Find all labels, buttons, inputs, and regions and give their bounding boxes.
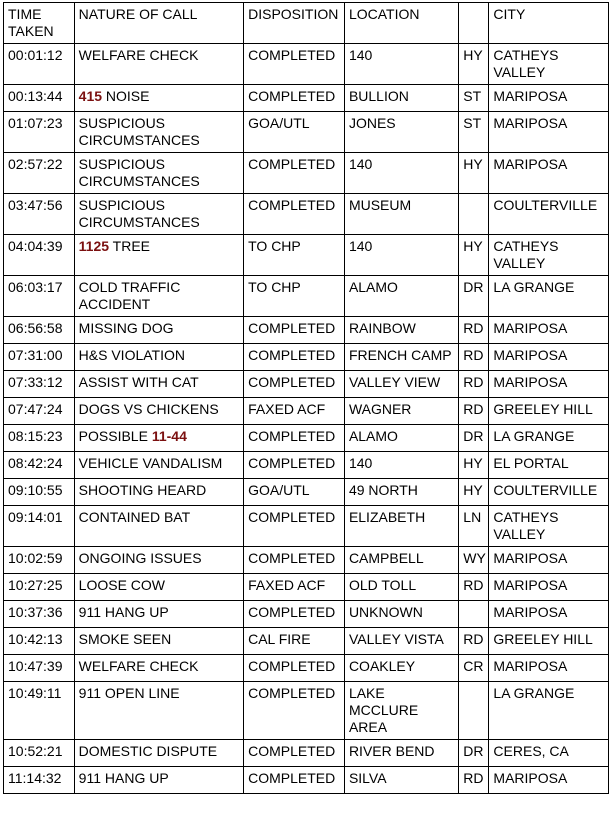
nature-text: SUSPICIOUS CIRCUMSTANCES: [78, 156, 200, 189]
street-suffix-cell: DR: [459, 276, 489, 317]
disposition-cell: COMPLETED: [244, 601, 345, 628]
street-suffix-cell: CR: [459, 655, 489, 682]
header-location: LOCATION: [344, 3, 458, 44]
nature-cell: [74, 371, 243, 398]
table-row: [4, 452, 609, 479]
nature-cell: [74, 655, 243, 682]
time-cell: 04:04:39: [4, 235, 75, 276]
location-cell: UNKNOWN: [344, 601, 458, 628]
location-cell: 140: [344, 235, 458, 276]
location-cell: MUSEUM: [344, 194, 458, 235]
time-cell: 10:27:25: [4, 574, 75, 601]
city-cell: MARIPOSA: [489, 344, 609, 371]
table-row: [4, 601, 609, 628]
header-suffix: [459, 3, 489, 44]
disposition-cell: COMPLETED: [244, 425, 345, 452]
city-cell: EL PORTAL: [489, 452, 609, 479]
street-suffix-cell: [459, 601, 489, 628]
disposition-cell: COMPLETED: [244, 194, 345, 235]
street-suffix-cell: ST: [459, 112, 489, 153]
city-cell: MARIPOSA: [489, 112, 609, 153]
city-cell: MARIPOSA: [489, 574, 609, 601]
city-cell: CATHEYS VALLEY: [489, 506, 609, 547]
nature-cell: [74, 506, 243, 547]
city-cell: CATHEYS VALLEY: [489, 44, 609, 85]
location-cell: 49 NORTH: [344, 479, 458, 506]
nature-text: SHOOTING HEARD: [78, 482, 207, 498]
nature-cell: [74, 740, 243, 767]
table-row: [4, 85, 609, 112]
street-suffix-cell: [459, 194, 489, 235]
table-row: [4, 740, 609, 767]
nature-cell: [74, 317, 243, 344]
call-code: 11-44: [151, 428, 187, 444]
location-cell: JONES: [344, 112, 458, 153]
nature-text: NOISE: [102, 88, 150, 104]
location-cell: WAGNER: [344, 398, 458, 425]
table-row: [4, 628, 609, 655]
nature-text: WELFARE CHECK: [78, 47, 199, 63]
street-suffix-cell: HY: [459, 452, 489, 479]
disposition-cell: COMPLETED: [244, 767, 345, 794]
disposition-cell: COMPLETED: [244, 85, 345, 112]
location-cell: BULLION: [344, 85, 458, 112]
call-log-body: [4, 44, 609, 794]
street-suffix-cell: WY: [459, 547, 489, 574]
city-cell: CERES, CA: [489, 740, 609, 767]
location-cell: RIVER BEND: [344, 740, 458, 767]
table-row: [4, 547, 609, 574]
header-nature: NATURE OF CALL: [74, 3, 243, 44]
street-suffix-cell: RD: [459, 574, 489, 601]
nature-text: CONTAINED BAT: [78, 509, 191, 525]
location-cell: VALLEY VIEW: [344, 371, 458, 398]
street-suffix-cell: HY: [459, 235, 489, 276]
location-cell: VALLEY VISTA: [344, 628, 458, 655]
nature-cell: [74, 194, 243, 235]
time-cell: 07:31:00: [4, 344, 75, 371]
location-cell: ALAMO: [344, 276, 458, 317]
time-cell: 08:42:24: [4, 452, 75, 479]
city-cell: GREELEY HILL: [489, 398, 609, 425]
nature-cell: [74, 44, 243, 85]
city-cell: COULTERVILLE: [489, 479, 609, 506]
disposition-cell: COMPLETED: [244, 547, 345, 574]
city-cell: MARIPOSA: [489, 655, 609, 682]
time-cell: 09:10:55: [4, 479, 75, 506]
table-row: [4, 574, 609, 601]
nature-text: LOOSE COW: [78, 577, 166, 593]
time-cell: 09:14:01: [4, 506, 75, 547]
nature-text: H&S VIOLATION: [78, 347, 185, 363]
time-cell: 10:42:13: [4, 628, 75, 655]
street-suffix-cell: RD: [459, 371, 489, 398]
location-cell: OLD TOLL: [344, 574, 458, 601]
nature-cell: [74, 479, 243, 506]
nature-text: ONGOING ISSUES: [78, 550, 202, 566]
call-code: 1125: [78, 238, 110, 254]
table-row: [4, 398, 609, 425]
disposition-cell: COMPLETED: [244, 506, 345, 547]
disposition-cell: GOA/UTL: [244, 479, 345, 506]
nature-cell: [74, 85, 243, 112]
table-row: [4, 425, 609, 452]
nature-cell: [74, 425, 243, 452]
city-cell: MARIPOSA: [489, 317, 609, 344]
disposition-cell: COMPLETED: [244, 44, 345, 85]
nature-text: 911 OPEN LINE: [78, 685, 180, 701]
city-cell: LA GRANGE: [489, 276, 609, 317]
header-time: TIME TAKEN: [4, 3, 75, 44]
time-cell: 00:13:44: [4, 85, 75, 112]
street-suffix-cell: RD: [459, 767, 489, 794]
table-row: [4, 371, 609, 398]
city-cell: MARIPOSA: [489, 153, 609, 194]
nature-cell: [74, 153, 243, 194]
table-row: [4, 506, 609, 547]
time-cell: 06:03:17: [4, 276, 75, 317]
time-cell: 10:47:39: [4, 655, 75, 682]
street-suffix-cell: RD: [459, 398, 489, 425]
city-cell: LA GRANGE: [489, 425, 609, 452]
call-log-table: [3, 2, 609, 794]
nature-text: ASSIST WITH CAT: [78, 374, 199, 390]
nature-text: WELFARE CHECK: [78, 658, 199, 674]
street-suffix-cell: RD: [459, 628, 489, 655]
location-cell: RAINBOW: [344, 317, 458, 344]
time-cell: 06:56:58: [4, 317, 75, 344]
nature-cell: [74, 682, 243, 740]
location-cell: ELIZABETH: [344, 506, 458, 547]
nature-cell: [74, 452, 243, 479]
street-suffix-cell: DR: [459, 740, 489, 767]
city-cell: MARIPOSA: [489, 547, 609, 574]
location-cell: LAKE MCCLURE AREA: [344, 682, 458, 740]
disposition-cell: TO CHP: [244, 235, 345, 276]
nature-text: SUSPICIOUS CIRCUMSTANCES: [78, 115, 200, 148]
nature-text: VEHICLE VANDALISM: [78, 455, 223, 471]
table-row: [4, 767, 609, 794]
table-row: [4, 682, 609, 740]
table-row: [4, 235, 609, 276]
nature-text: DOMESTIC DISPUTE: [78, 743, 218, 759]
nature-text: MISSING DOG: [78, 320, 174, 336]
location-cell: ALAMO: [344, 425, 458, 452]
header-row: [4, 3, 609, 44]
location-cell: FRENCH CAMP: [344, 344, 458, 371]
nature-text: 911 HANG UP: [78, 770, 169, 786]
disposition-cell: COMPLETED: [244, 452, 345, 479]
city-cell: MARIPOSA: [489, 371, 609, 398]
time-cell: 03:47:56: [4, 194, 75, 235]
header-city: CITY: [489, 3, 609, 44]
city-cell: MARIPOSA: [489, 85, 609, 112]
nature-cell: [74, 112, 243, 153]
disposition-cell: GOA/UTL: [244, 112, 345, 153]
street-suffix-cell: HY: [459, 153, 489, 194]
disposition-cell: COMPLETED: [244, 682, 345, 740]
nature-cell: [74, 398, 243, 425]
city-cell: MARIPOSA: [489, 601, 609, 628]
nature-cell: [74, 574, 243, 601]
table-row: [4, 194, 609, 235]
time-cell: 10:52:21: [4, 740, 75, 767]
time-cell: 02:57:22: [4, 153, 75, 194]
location-cell: COAKLEY: [344, 655, 458, 682]
table-row: [4, 317, 609, 344]
nature-text: COLD TRAFFIC ACCIDENT: [78, 279, 184, 312]
street-suffix-cell: RD: [459, 344, 489, 371]
nature-cell: [74, 547, 243, 574]
city-cell: COULTERVILLE: [489, 194, 609, 235]
disposition-cell: TO CHP: [244, 276, 345, 317]
street-suffix-cell: HY: [459, 479, 489, 506]
time-cell: 10:02:59: [4, 547, 75, 574]
nature-text: SUSPICIOUS CIRCUMSTANCES: [78, 197, 200, 230]
table-row: [4, 112, 609, 153]
disposition-cell: COMPLETED: [244, 153, 345, 194]
location-cell: 140: [344, 153, 458, 194]
location-cell: CAMPBELL: [344, 547, 458, 574]
table-row: [4, 479, 609, 506]
city-cell: CATHEYS VALLEY: [489, 235, 609, 276]
disposition-cell: FAXED ACF: [244, 574, 345, 601]
street-suffix-cell: ST: [459, 85, 489, 112]
nature-cell: [74, 767, 243, 794]
city-cell: MARIPOSA: [489, 767, 609, 794]
time-cell: 10:37:36: [4, 601, 75, 628]
nature-text: 911 HANG UP: [78, 604, 169, 620]
nature-cell: [74, 628, 243, 655]
time-cell: 07:47:24: [4, 398, 75, 425]
location-cell: SILVA: [344, 767, 458, 794]
location-cell: 140: [344, 452, 458, 479]
time-cell: 11:14:32: [4, 767, 75, 794]
disposition-cell: COMPLETED: [244, 371, 345, 398]
nature-cell: [74, 601, 243, 628]
table-row: [4, 276, 609, 317]
disposition-cell: COMPLETED: [244, 655, 345, 682]
table-row: [4, 153, 609, 194]
street-suffix-cell: RD: [459, 317, 489, 344]
nature-text: SMOKE SEEN: [78, 631, 172, 647]
nature-text: TREE: [109, 238, 151, 254]
city-cell: GREELEY HILL: [489, 628, 609, 655]
time-cell: 07:33:12: [4, 371, 75, 398]
disposition-cell: COMPLETED: [244, 317, 345, 344]
disposition-cell: FAXED ACF: [244, 398, 345, 425]
nature-text: DOGS VS CHICKENS: [78, 401, 219, 417]
street-suffix-cell: [459, 682, 489, 740]
time-cell: 00:01:12: [4, 44, 75, 85]
time-cell: 10:49:11: [4, 682, 75, 740]
street-suffix-cell: LN: [459, 506, 489, 547]
time-cell: 08:15:23: [4, 425, 75, 452]
location-cell: 140: [344, 44, 458, 85]
call-code: 415: [78, 88, 103, 104]
header-disposition: DISPOSITION: [244, 3, 345, 44]
nature-cell: [74, 235, 243, 276]
disposition-cell: COMPLETED: [244, 740, 345, 767]
street-suffix-cell: HY: [459, 44, 489, 85]
time-cell: 01:07:23: [4, 112, 75, 153]
city-cell: LA GRANGE: [489, 682, 609, 740]
table-row: [4, 655, 609, 682]
nature-cell: [74, 344, 243, 371]
street-suffix-cell: DR: [459, 425, 489, 452]
nature-cell: [74, 276, 243, 317]
disposition-cell: CAL FIRE: [244, 628, 345, 655]
table-row: [4, 44, 609, 85]
table-row: [4, 344, 609, 371]
disposition-cell: COMPLETED: [244, 344, 345, 371]
nature-text: POSSIBLE: [78, 428, 152, 444]
